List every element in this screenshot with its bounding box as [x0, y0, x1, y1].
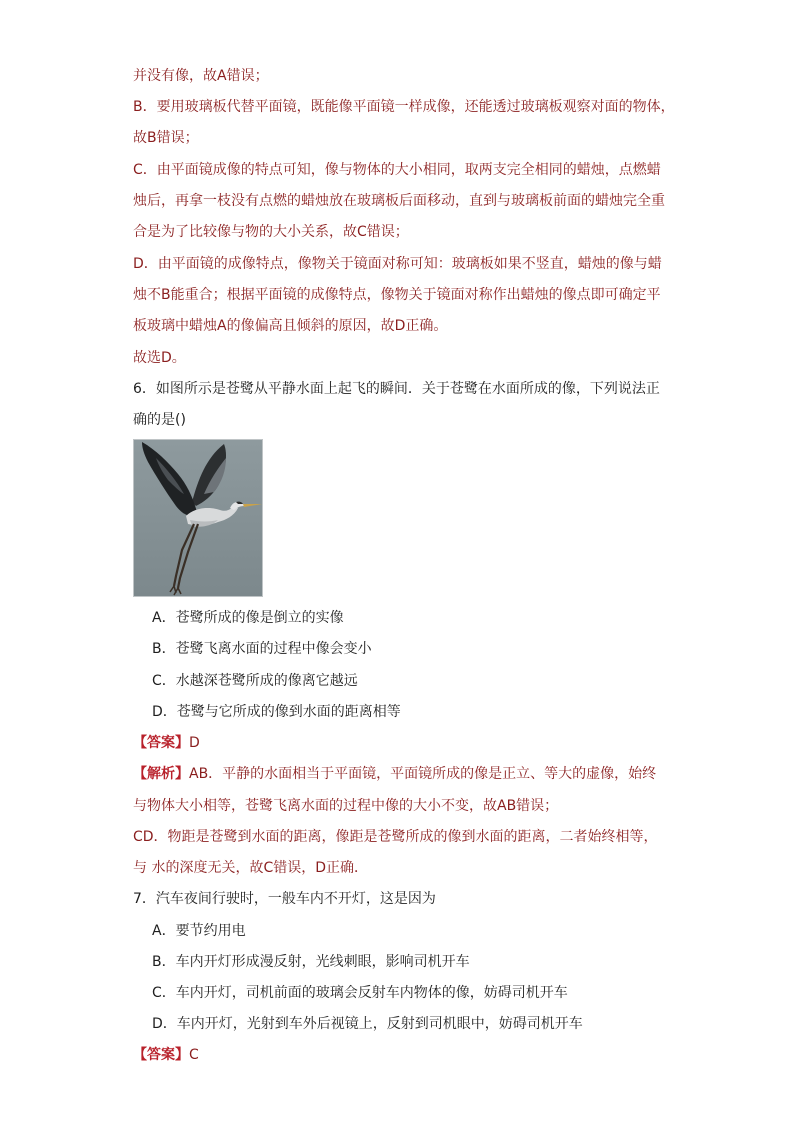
explanation-line: 板玻璃中蜡烛A的像偏高且倾斜的原因，故D正确。 — [133, 318, 448, 334]
analysis-text: AB．平静的水面相当于平面镜，平面镜所成的像是正立、等大的虚像，始终 — [189, 766, 657, 782]
question-6-stem-cont: 确的是() — [133, 412, 186, 428]
explanation-line: 烛后，再拿一枝没有点燃的蜡烛放在玻璃板后面移动，直到与玻璃板前面的蜡烛完全重 — [133, 193, 665, 209]
answer-row — [133, 734, 200, 752]
explanation-line: 故选D。 — [133, 350, 186, 366]
explanation-line: B．要用玻璃板代替平面镜，既能像平面镜一样成像，还能透过玻璃板观察对面的物体， — [133, 99, 675, 115]
option-a: A．苍鹭所成的像是倒立的实像 — [152, 610, 344, 626]
option-a: A．要节约用电 — [152, 923, 246, 939]
answer-value: D — [189, 735, 200, 751]
answer-tag: 【答案】 — [133, 1047, 189, 1063]
explanation-line: 烛不B能重合；根据平面镜的成像特点，像物关于镜面对称作出蜡烛的像点即可确定平 — [133, 287, 661, 303]
heron-illustration — [134, 440, 263, 597]
analysis-line: CD．物距是苍鹭到水面的距离，像距是苍鹭所成的像到水面的距离，二者始终相等， — [133, 829, 658, 845]
option-d: D．苍鹭与它所成的像到水面的距离相等 — [152, 704, 401, 720]
option-d: D．车内开灯，光射到车外后视镜上，反射到司机眼中，妨碍司机开车 — [152, 1016, 583, 1032]
analysis-tag: 【解析】 — [133, 766, 189, 782]
option-b: B．苍鹭飞离水面的过程中像会变小 — [152, 641, 372, 657]
analysis-row — [133, 765, 656, 783]
explanation-line: D．由平面镜的成像特点，像物关于镜面对称可知：玻璃板如果不竖直，蜡烛的像与蜡 — [133, 256, 662, 272]
heron-photo — [133, 439, 263, 597]
analysis-line: 与物体大小相等，苍鹭飞离水面的过程中像的大小不变，故AB错误； — [133, 798, 559, 814]
answer-tag: 【答案】 — [133, 735, 189, 751]
option-c: C．车内开灯，司机前面的玻璃会反射车内物体的像，妨碍司机开车 — [152, 985, 568, 1001]
analysis-line: 与 水的深度无关，故C错误，D正确． — [133, 860, 369, 876]
question-6-stem: 6．如图所示是苍鹭从平静水面上起飞的瞬间．关于苍鹭在水面所成的像，下列说法正 — [133, 381, 660, 397]
explanation-line: 并没有像，故A错误； — [133, 68, 269, 84]
option-b: B．车内开灯形成漫反射，光线刺眼，影响司机开车 — [152, 954, 470, 970]
answer-value: C — [189, 1047, 199, 1063]
explanation-line: 合是为了比较像与物的大小关系，故C错误； — [133, 224, 409, 240]
explanation-line: 故B错误； — [133, 130, 199, 146]
question-7-stem: 7．汽车夜间行驶时，一般车内不开灯，这是因为 — [133, 891, 436, 907]
explanation-line: C．由平面镜成像的特点可知，像与物体的大小相同，取两支完全相同的蜡烛，点燃蜡 — [133, 162, 661, 178]
answer-row — [133, 1046, 199, 1064]
option-c: C．水越深苍鹭所成的像离它越远 — [152, 673, 358, 689]
